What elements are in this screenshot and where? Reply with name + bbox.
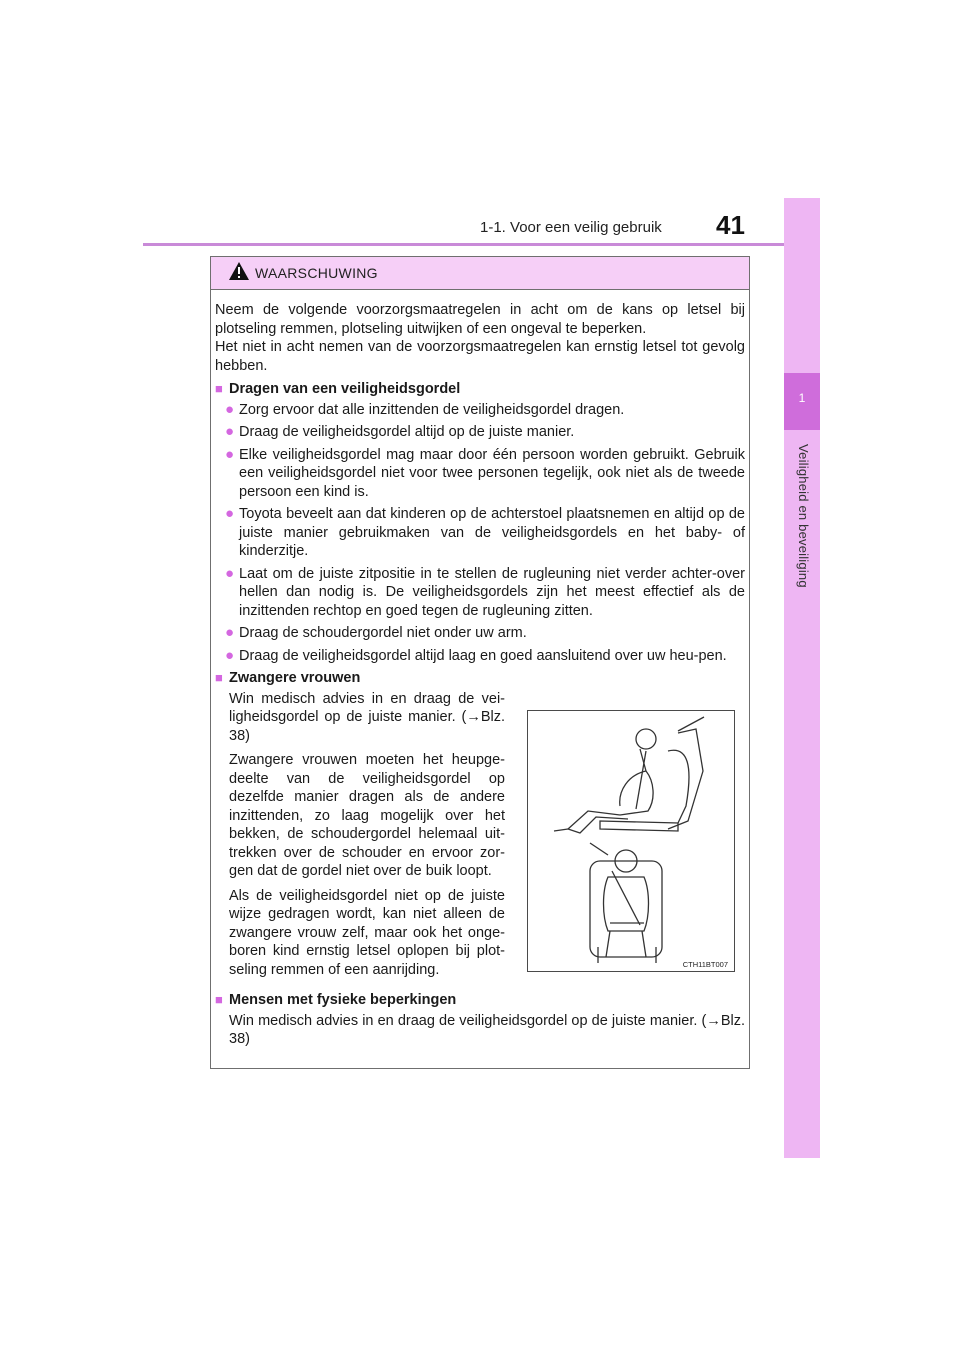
header-rule [143,243,820,246]
square-bullet-icon: ■ [215,992,223,1007]
page-number: 41 [716,210,745,240]
bullet-icon: ● [225,624,235,641]
list-item: ● Zorg ervoor dat alle inzittenden de veiligheidsgordel dragen. [225,400,625,418]
section-heading: ■ Zwangere vrouwen [215,670,361,686]
chapter-side-tab [784,198,820,1158]
square-bullet-icon: ■ [215,381,223,396]
seatbelt-illustration [527,710,735,972]
list-item: ● Draag de veiligheidsgordel altijd op de juiste manier. [225,423,575,440]
paragraph: Zwangere vrouwen moeten het heupge-deelte van de veiligheidsgordel op dezelfde manier dragen als de andere inzittenden, zo laag mogelijk over het bekken, de schoudergordel helemaal uit-trekken over de schouder en ervoor zor-gen dat de gordel niet over de buik loopt. [229,752,505,879]
section-heading: ■ Dragen van een veiligheidsgordel [215,381,461,397]
warning-title: WAARSCHUWING [255,265,378,281]
intro-text: Het niet in acht nemen van de voorzorgsmaatregelen kan ernstig letsel tot gevolg hebben. [215,339,745,374]
pregnant-text [215,690,505,986]
list-item: ● Draag de schoudergordel niet onder uw arm. [225,624,527,641]
chapter-number: 1 [798,391,806,405]
list-item: ● Laat om de juiste zitpositie in te stellen de rugleuning niet verder achter-over hellen dan nodig is. De veiligheidsgordels zijn het meest effectief als de inzittenden rechtop en goed tegen de rugleuning zitten. [225,564,745,619]
pregnant-seatbelt-icon [528,711,734,971]
intro-text: Neem de volgende voorzorgsmaatregelen in acht om de kans op letsel bij plotseling remmen, plotseling uitwijken of een ongeval te beperken. [215,302,745,337]
section-title: 1-1. Voor een veilig gebruik [480,219,662,236]
warning-icon [228,261,250,281]
section-heading: ■ Mensen met fysieke beperkingen [215,992,457,1008]
bullet-icon: ● [225,564,235,582]
list-item: ● Draag de veiligheidsgordel altijd laag en goed aansluitend over uw heu-pen. [225,646,727,664]
bullet-icon: ● [225,445,235,463]
warning-box [210,256,750,1069]
bullet-icon: ● [225,646,235,664]
paragraph: Als de veiligheidsgordel niet op de juiste wijze gedragen wordt, kan niet alleen de zwangere vrouw zelf, maar ook het onge-boren kind ernstig letsel oplopen bij plot-seling remmen of een aanrijding. [229,887,505,978]
paragraph: Win medisch advies in en draag de veiligheidsgordel op de juiste manier. (→Blz. 38) [229,1012,745,1047]
paragraph: Win medisch advies in en draag de vei-ligheidsgordel op de juiste manier. (→Blz. 38) [229,690,505,744]
bullet-icon: ● [225,400,235,418]
bullet-icon: ● [225,505,235,522]
square-bullet-icon: ■ [215,670,223,685]
warning-header [211,257,749,290]
chapter-label: Veiligheid en beveiliging [796,444,811,588]
figure-code: CTH11BT007 [682,960,728,969]
list-item: ● Toyota beveelt aan dat kinderen op de achterstoel plaatsnemen en altijd op de juiste manier gebruikmaken van de veiligheidsgordels en het baby- of kinderzitje. [225,505,745,559]
list-item: ● Elke veiligheidsgordel mag maar door één persoon worden gebruikt. Gebruik een veiligheidsgordel niet voor twee personen tegelijk, ook niet als de tweede persoon een kind is. [225,445,745,500]
bullet-icon: ● [225,423,235,440]
disability-section [215,987,745,1063]
